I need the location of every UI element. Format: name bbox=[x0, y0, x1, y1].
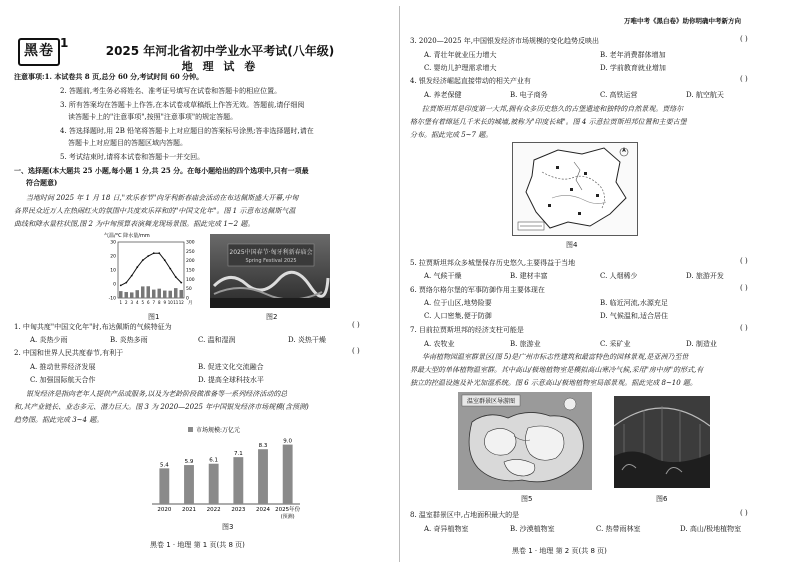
note-line: 4. 答选择题时,用 2B 铅笔将答题卡上对应题目的答案标号涂黑;答非选择题时,请在 bbox=[60, 127, 314, 135]
note-line: 读答题卡上的"注意事项",按照"注意事项"的规定答题。 bbox=[68, 113, 238, 121]
passage-line: 拉贾斯坦邦是印度第一大邦,拥有众多历史悠久的古堡遗迹和独特的自然景观。贾络尔 bbox=[422, 105, 684, 113]
figure-4-caption: 图4 bbox=[566, 241, 578, 249]
temp-tick-label: 0 bbox=[113, 282, 116, 288]
option-b[interactable]: B. 临近河流,水源充足 bbox=[600, 299, 668, 307]
month-label: 9 bbox=[163, 300, 167, 305]
option-d[interactable]: D. 提高全球科技水平 bbox=[198, 376, 264, 384]
bar bbox=[283, 445, 293, 504]
question-stem: 7. 目前拉贾斯坦邦的经济支柱可能是 bbox=[410, 326, 524, 334]
page-footer-left: 黑卷 1 · 地理 第 1 页(共 8 页) bbox=[150, 541, 245, 549]
question-stem: 8. 温室群景区中,占地面积最大的是 bbox=[410, 511, 520, 519]
precip-bar bbox=[179, 290, 183, 298]
option-c[interactable]: C. 热带雨林室 bbox=[596, 525, 641, 533]
option-d[interactable]: D. 旅游开发 bbox=[686, 272, 724, 280]
category-label: 2022 bbox=[206, 507, 221, 513]
question-stem: 4. 银发经济崛起直接带动的相关产业有 bbox=[410, 77, 531, 85]
note-line: 注意事项:1. 本试卷共 8 页,总分 60 分,考试时间 60 分钟。 bbox=[14, 72, 204, 81]
temp-point bbox=[136, 266, 138, 268]
option-a[interactable]: A. 青壮年就业压力增大 bbox=[424, 51, 497, 59]
category-label: 2023 bbox=[231, 507, 246, 513]
question-stem: 5. 拉贾斯坦邦众多城堡保存历史悠久,主要得益于当地 bbox=[410, 259, 576, 267]
month-label: 1 bbox=[119, 300, 123, 305]
temp-tick-label: -10 bbox=[108, 296, 116, 302]
option-d[interactable]: D. 学前教育就业增加 bbox=[600, 64, 666, 72]
page-footer-right: 黑卷 1 · 地理 第 2 页(共 8 页) bbox=[512, 547, 607, 555]
answer-paren[interactable]: ( ) bbox=[740, 257, 748, 265]
option-a[interactable]: A. 气候干燥 bbox=[424, 272, 462, 280]
month-label: 2 bbox=[124, 300, 128, 305]
passage-line: 分布。据此完成 5~7 题。 bbox=[410, 131, 493, 139]
figure-2-caption: 图2 bbox=[266, 313, 278, 321]
option-c[interactable]: C. 人口密集,便于防御 bbox=[424, 312, 492, 320]
month-label: 4 bbox=[135, 300, 139, 305]
option-a[interactable]: A. 农牧业 bbox=[424, 340, 455, 348]
legend-swatch bbox=[188, 427, 193, 432]
option-c[interactable]: C. 温和湿润 bbox=[198, 336, 236, 344]
option-a[interactable]: A. 位于山区,地势险要 bbox=[424, 299, 492, 307]
category-label: 2025年份 bbox=[275, 507, 301, 513]
chart-title: 市场规模:万亿元 bbox=[196, 427, 241, 434]
passage-line: 格尔堡有着绵延几千米长的城墙,被称为"印度长城"。图 4 示意拉贾斯坦邦位置和主要古堡 bbox=[410, 118, 687, 126]
note-line: 答题卡上对应题目的答题区域内答题。 bbox=[68, 139, 187, 147]
note-line: 2. 答题前,考生务必将姓名、准考证号填写在试卷和答题卡的相应位置。 bbox=[60, 87, 282, 95]
passage-line: 各界民众近万人在热闹红火的氛围中共度欢乐祥和的"中国文化年"。图 1 示意布达佩斯气温 bbox=[14, 207, 296, 215]
temp-point bbox=[158, 252, 160, 254]
precip-bar bbox=[157, 289, 161, 298]
paper-number: 1 bbox=[60, 36, 69, 50]
precip-bar bbox=[146, 286, 150, 298]
precip-bar bbox=[141, 286, 145, 298]
photo-banner-en: Spring Festival 2025 bbox=[245, 258, 297, 264]
bar bbox=[233, 457, 243, 504]
option-a[interactable]: A. 奇异植物室 bbox=[424, 525, 469, 533]
bar bbox=[184, 465, 194, 504]
note-line: 5. 考试结束时,请将本试卷和答题卡一并交回。 bbox=[60, 153, 205, 161]
precip-bar bbox=[168, 291, 172, 298]
rajasthan-map bbox=[512, 142, 638, 236]
passage-line: 曲线和降水量柱状图,图 2 为中匈预算表演舞龙现场景图。据此完成 1~2 题。 bbox=[14, 220, 255, 228]
option-a[interactable]: A. 养老保健 bbox=[424, 91, 462, 99]
temp-point bbox=[169, 268, 171, 270]
precip-bar bbox=[124, 292, 128, 298]
temp-point bbox=[175, 276, 177, 278]
temp-tick-label: 20 bbox=[110, 254, 116, 260]
precip-bar bbox=[130, 292, 134, 298]
temp-point bbox=[142, 259, 144, 261]
option-b[interactable]: B. 建材丰富 bbox=[510, 272, 548, 280]
temp-tick-label: 30 bbox=[110, 240, 116, 246]
answer-paren[interactable]: ( ) bbox=[352, 347, 360, 355]
climate-chart-title: 气温/°C 降水量/mm bbox=[104, 233, 150, 239]
option-b[interactable]: B. 旅游业 bbox=[510, 340, 541, 348]
answer-paren[interactable]: ( ) bbox=[740, 284, 748, 292]
temp-tick-label: 10 bbox=[110, 268, 116, 274]
option-b[interactable]: B. 沙漠植物室 bbox=[510, 525, 555, 533]
question-stem: 2. 中国和世界人民共度春节,有利于 bbox=[14, 349, 124, 357]
photo-banner: 2025中国春节·匈牙利新春庙会 bbox=[229, 249, 313, 256]
temp-point bbox=[147, 255, 149, 257]
month-label: 12 bbox=[178, 300, 184, 305]
option-d[interactable]: D. 气候温和,适合居住 bbox=[600, 312, 669, 320]
temp-point bbox=[125, 282, 127, 284]
precip-bar bbox=[135, 290, 139, 298]
map-sign-title: 温室群景区导游图 bbox=[466, 398, 516, 405]
month-label: 7 bbox=[152, 300, 156, 305]
subject-title: 地 理 试 卷 bbox=[181, 60, 259, 73]
note-line: 3. 所有答案均在答题卡上作答,在本试卷或草稿纸上作答无效。答题前,请仔细阅 bbox=[60, 101, 305, 109]
x-axis-label: 月 bbox=[188, 301, 193, 306]
precip-tick-label: 100 bbox=[186, 277, 195, 283]
figure-5-caption: 图5 bbox=[521, 495, 533, 503]
category-label: 2020 bbox=[157, 507, 172, 513]
figure-6-caption: 图6 bbox=[656, 495, 668, 503]
question-stem: 6. 贾络尔格尔堡的军事防御作用主要体现在 bbox=[410, 286, 545, 294]
month-label: 6 bbox=[146, 300, 150, 305]
figure-1-caption: 图1 bbox=[148, 313, 160, 321]
precip-tick-label: 300 bbox=[186, 240, 195, 246]
precip-tick-label: 150 bbox=[186, 268, 195, 274]
month-label: 3 bbox=[130, 300, 134, 305]
precip-bar bbox=[152, 290, 156, 298]
dragon-dance-photo bbox=[210, 234, 330, 308]
exam-title: 2025 年河北省初中学业水平考试(八年级) bbox=[105, 44, 335, 58]
precip-bar bbox=[119, 291, 123, 298]
option-a[interactable]: A. 推动世界经济发展 bbox=[30, 363, 96, 371]
question-stem: 1. 中匈共度"中国文化年"时,布达佩斯的气候特征为 bbox=[14, 323, 172, 331]
bar-value-label: 9.0 bbox=[283, 438, 293, 445]
header-slogan: 万唯中考《黑白卷》助你明确中考新方向 bbox=[624, 17, 741, 25]
bar bbox=[209, 464, 219, 504]
passage-line: 独立的控温设施及补光加湿系统。图 6 示意高山/极地植物室局部景观。据此完成 8~10 题。 bbox=[410, 379, 697, 387]
precip-bar bbox=[163, 291, 167, 298]
answer-paren[interactable]: ( ) bbox=[352, 321, 360, 329]
month-label: 11 bbox=[173, 300, 179, 305]
month-label: 10 bbox=[167, 300, 173, 305]
option-d[interactable]: D. 制造业 bbox=[686, 340, 717, 348]
temp-point bbox=[153, 252, 155, 254]
answer-paren[interactable]: ( ) bbox=[740, 324, 748, 332]
option-b[interactable]: B. 老年消费群体增加 bbox=[600, 51, 666, 59]
passage-line: 银发经济是指向老年人提供产品或服务,以及为老龄阶段做准备等一系列经济活动的总 bbox=[26, 390, 288, 398]
climate-chart bbox=[100, 230, 200, 310]
temp-point bbox=[131, 275, 133, 277]
precip-bar bbox=[174, 288, 178, 298]
precip-tick-label: 200 bbox=[186, 259, 195, 265]
alpine-room-photo bbox=[614, 396, 710, 488]
option-c[interactable]: C. 高铁运营 bbox=[600, 91, 638, 99]
bar-value-label: 5.4 bbox=[159, 462, 169, 469]
brand-logo: 黑卷 bbox=[18, 38, 60, 66]
passage-line: 华南植物园温室群景区(图 5)是广州市标志性建筑和最富特色的园林景观,是亚洲乃至世 bbox=[422, 353, 689, 361]
passage-line: 趋势图。据此完成 3~4 题。 bbox=[14, 416, 104, 424]
option-b[interactable]: B. 电子商务 bbox=[510, 91, 548, 99]
answer-paren[interactable]: ( ) bbox=[740, 75, 748, 83]
answer-paren[interactable]: ( ) bbox=[740, 35, 748, 43]
bar-value-label: 7.1 bbox=[233, 451, 243, 458]
option-c[interactable]: C. 加强国际航天合作 bbox=[30, 376, 96, 384]
bar-value-label: 6.1 bbox=[209, 457, 219, 464]
greenhouse-guide-map bbox=[458, 392, 592, 490]
temp-line bbox=[121, 253, 182, 285]
precip-tick-label: 50 bbox=[186, 287, 192, 293]
month-label: 8 bbox=[157, 300, 161, 305]
option-a[interactable]: A. 炎热少雨 bbox=[30, 336, 68, 344]
section-heading: 一、选择题(本大题共 25 小题,每小题 1 分,共 25 分。在每小题给出的四个选项中,只有一项最 bbox=[14, 166, 309, 175]
bar-value-label: 8.3 bbox=[258, 443, 268, 450]
temp-point bbox=[180, 282, 182, 284]
temp-point bbox=[164, 259, 166, 261]
silver-economy-chart bbox=[140, 424, 310, 520]
bar bbox=[258, 449, 268, 504]
passage-line: 当地时间 2025 年 1 月 18 日,"欢乐春节"向牙利新春庙会活动在布达佩斯盛大开幕,中匈 bbox=[26, 194, 299, 202]
passage-line: 和,其产业链长、业态多元、潜力巨大。图 3 为 2020—2025 年中国银发经济市场规模(含预测) bbox=[14, 403, 309, 411]
precip-tick-label: 0 bbox=[186, 296, 189, 302]
option-c[interactable]: C. 采矿业 bbox=[600, 340, 631, 348]
figure-3-caption: 图3 bbox=[222, 523, 234, 531]
option-d[interactable]: D. 高山/极地植物室 bbox=[680, 525, 742, 533]
question-stem: 3. 2020—2025 年,中国银发经济市场规模的变化趋势反映出 bbox=[410, 37, 599, 45]
passage-line: 界最大型的单体植物温室群。其中高山/极地植物室是模拟高山寒冷气候,采用"房中房"的形式,有 bbox=[410, 366, 704, 374]
right-page bbox=[400, 0, 800, 566]
category-note: (预测) bbox=[280, 514, 295, 520]
bar bbox=[159, 468, 169, 504]
answer-paren[interactable]: ( ) bbox=[740, 509, 748, 517]
option-c[interactable]: C. 人烟稀少 bbox=[600, 272, 638, 280]
option-d[interactable]: D. 航空航天 bbox=[686, 91, 724, 99]
option-d[interactable]: D. 炎热干燥 bbox=[288, 336, 326, 344]
option-c[interactable]: C. 婴幼儿护理需求增大 bbox=[424, 64, 497, 72]
bar-value-label: 5.9 bbox=[184, 459, 194, 466]
precip-tick-label: 250 bbox=[186, 249, 195, 255]
option-b[interactable]: B. 炎热多雨 bbox=[110, 336, 148, 344]
month-label: 5 bbox=[141, 300, 145, 305]
category-label: 2024 bbox=[256, 507, 270, 513]
option-b[interactable]: B. 促进文化交流融合 bbox=[198, 363, 264, 371]
temp-point bbox=[120, 285, 122, 287]
category-label: 2021 bbox=[182, 507, 196, 513]
section-heading-cont: 符合题意) bbox=[26, 178, 58, 187]
